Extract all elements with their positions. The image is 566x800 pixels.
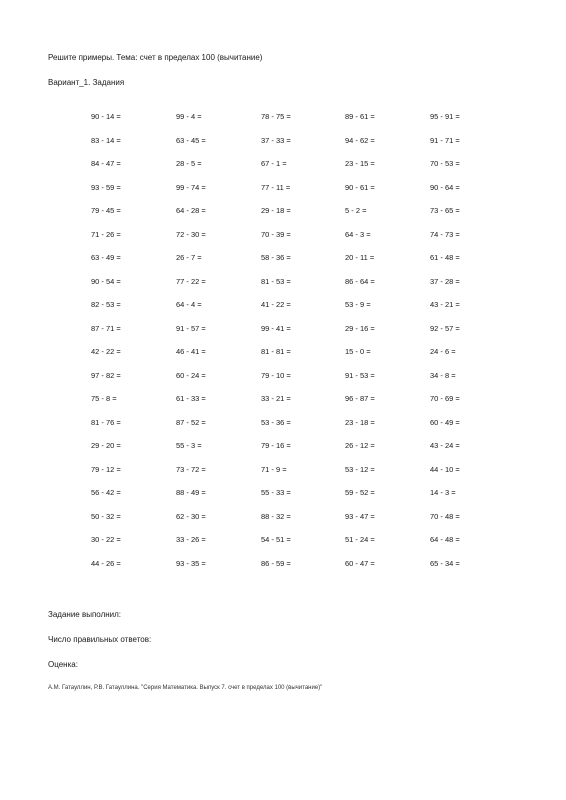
problem-item: 91 - 71 = (430, 135, 460, 145)
problem-item: 87 - 71 = (91, 323, 121, 333)
problem-row (91, 371, 491, 395)
problem-row (91, 465, 491, 489)
problem-item: 86 - 59 = (261, 558, 291, 568)
problem-item: 53 - 9 = (345, 300, 371, 309)
problem-item: 55 - 3 = (176, 441, 202, 450)
problem-item: 23 - 15 = (345, 159, 375, 168)
problem-row (91, 277, 491, 301)
problem-item: 71 - 26 = (91, 229, 121, 239)
problem-item: 58 - 36 = (261, 253, 291, 262)
problem-item: 75 - 8 = (91, 394, 117, 403)
problem-item: 70 - 39 = (261, 229, 291, 239)
problem-item: 81 - 76 = (91, 417, 121, 427)
problem-item: 70 - 48 = (430, 511, 460, 521)
problem-item: 29 - 18 = (261, 206, 291, 215)
problem-item: 91 - 53 = (345, 370, 375, 380)
problem-item: 54 - 51 = (261, 535, 291, 544)
correct-count-label: Число правильных ответов: (48, 635, 152, 644)
problem-item: 64 - 3 = (345, 229, 371, 239)
problem-item: 64 - 28 = (176, 206, 206, 215)
problem-item: 24 - 6 = (430, 347, 456, 356)
problem-item: 83 - 14 = (91, 135, 121, 145)
problem-item: 73 - 72 = (176, 464, 206, 474)
problem-item: 29 - 16 = (345, 323, 375, 333)
problem-item: 53 - 36 = (261, 417, 291, 427)
problem-item: 90 - 54 = (91, 276, 121, 286)
problem-row (91, 230, 491, 254)
grade-label: Оценка: (48, 660, 78, 669)
problem-item: 97 - 82 = (91, 370, 121, 380)
problem-row (91, 535, 491, 559)
problem-row (91, 347, 491, 371)
problem-item: 43 - 24 = (430, 441, 460, 450)
problem-item: 82 - 53 = (91, 300, 121, 309)
problem-item: 63 - 49 = (91, 253, 121, 262)
problem-item: 77 - 11 = (261, 182, 291, 192)
problem-item: 89 - 61 = (345, 112, 375, 121)
problem-row (91, 159, 491, 183)
problem-item: 74 - 73 = (430, 229, 460, 239)
problem-item: 46 - 41 = (176, 347, 206, 356)
problem-row (91, 394, 491, 418)
problem-item: 77 - 22 = (176, 276, 206, 286)
variant-heading: Вариант_1. Задания (48, 78, 125, 87)
problem-item: 84 - 47 = (91, 159, 121, 168)
problem-item: 79 - 10 = (261, 370, 291, 380)
problem-item: 88 - 32 = (261, 511, 291, 521)
problem-item: 92 - 57 = (430, 323, 460, 333)
problem-item: 70 - 53 = (430, 159, 460, 168)
problem-item: 37 - 28 = (430, 276, 460, 286)
problem-item: 14 - 3 = (430, 488, 456, 497)
problem-item: 64 - 48 = (430, 535, 460, 544)
problem-item: 63 - 45 = (176, 135, 206, 145)
problem-item: 90 - 64 = (430, 182, 460, 192)
problem-item: 50 - 32 = (91, 511, 121, 521)
author-credit: А.М. Гатауллин, Р.В. Гатауллина. "Серия Математика. Выпуск 7. счет в пределах 100 (вычитание)" (48, 685, 323, 691)
problem-item: 93 - 47 = (345, 511, 375, 521)
problem-row (91, 136, 491, 160)
problem-item: 60 - 24 = (176, 370, 206, 380)
problem-item: 99 - 4 = (176, 112, 202, 121)
problem-item: 30 - 22 = (91, 535, 121, 544)
problem-item: 59 - 52 = (345, 488, 375, 497)
problem-item: 94 - 62 = (345, 135, 375, 145)
problem-item: 70 - 69 = (430, 394, 460, 403)
problem-row (91, 559, 491, 583)
problem-row (91, 253, 491, 277)
problem-item: 96 - 87 = (345, 394, 375, 403)
problem-item: 61 - 33 = (176, 394, 206, 403)
problem-item: 93 - 35 = (176, 558, 206, 568)
problem-item: 90 - 61 = (345, 182, 375, 192)
problem-item: 44 - 10 = (430, 464, 460, 474)
problem-item: 20 - 11 = (345, 253, 375, 262)
problem-item: 44 - 26 = (91, 558, 121, 568)
problem-item: 72 - 30 = (176, 229, 206, 239)
problem-item: 81 - 53 = (261, 276, 291, 286)
problem-item: 95 - 91 = (430, 112, 460, 121)
problem-item: 65 - 34 = (430, 558, 460, 568)
problem-item: 33 - 21 = (261, 394, 291, 403)
problem-item: 81 - 81 = (261, 347, 291, 356)
problem-item: 67 - 1 = (261, 159, 287, 168)
problem-item: 37 - 33 = (261, 135, 291, 145)
problem-item: 33 - 26 = (176, 535, 206, 544)
problem-item: 79 - 12 = (91, 464, 121, 474)
problem-item: 15 - 0 = (345, 347, 371, 356)
problem-item: 29 - 20 = (91, 441, 121, 450)
problem-item: 78 - 75 = (261, 112, 291, 121)
problem-item: 26 - 7 = (176, 253, 202, 262)
problem-item: 5 - 2 = (345, 206, 367, 215)
problem-item: 88 - 49 = (176, 488, 206, 497)
problem-item: 60 - 49 = (430, 417, 460, 427)
problem-item: 73 - 65 = (430, 206, 460, 215)
problem-item: 56 - 42 = (91, 488, 121, 497)
problem-item: 90 - 14 = (91, 112, 121, 121)
problem-row (91, 441, 491, 465)
problem-item: 55 - 33 = (261, 488, 291, 497)
problem-item: 51 - 24 = (345, 535, 375, 544)
problem-item: 43 - 21 = (430, 300, 460, 309)
problem-item: 34 - 8 = (430, 370, 456, 380)
problem-row (91, 488, 491, 512)
problem-item: 91 - 57 = (176, 323, 206, 333)
problem-row (91, 183, 491, 207)
problem-item: 26 - 12 = (345, 441, 375, 450)
completed-by-label: Задание выполнил: (48, 610, 122, 619)
problem-item: 93 - 59 = (91, 182, 121, 192)
problem-item: 99 - 41 = (261, 323, 291, 333)
problem-row (91, 324, 491, 348)
problem-item: 87 - 52 = (176, 417, 206, 427)
problem-item: 79 - 45 = (91, 206, 121, 215)
problem-item: 62 - 30 = (176, 511, 206, 521)
problem-row (91, 418, 491, 442)
problem-item: 41 - 22 = (261, 300, 291, 309)
problem-item: 79 - 16 = (261, 441, 291, 450)
problem-item: 71 - 9 = (261, 464, 287, 474)
problem-item: 23 - 18 = (345, 417, 375, 427)
problem-item: 99 - 74 = (176, 182, 206, 192)
problem-item: 28 - 5 = (176, 159, 202, 168)
problem-row (91, 206, 491, 230)
problem-item: 60 - 47 = (345, 558, 375, 568)
problem-item: 61 - 48 = (430, 253, 460, 262)
problem-item: 64 - 4 = (176, 300, 202, 309)
problem-item: 86 - 64 = (345, 276, 375, 286)
problem-item: 53 - 12 = (345, 464, 375, 474)
problem-row (91, 112, 491, 136)
problem-item: 42 - 22 = (91, 347, 121, 356)
problem-row (91, 512, 491, 536)
problems-grid (91, 112, 491, 582)
problem-row (91, 300, 491, 324)
worksheet-title: Решите примеры. Тема: счет в пределах 100 (вычитание) (48, 53, 263, 62)
